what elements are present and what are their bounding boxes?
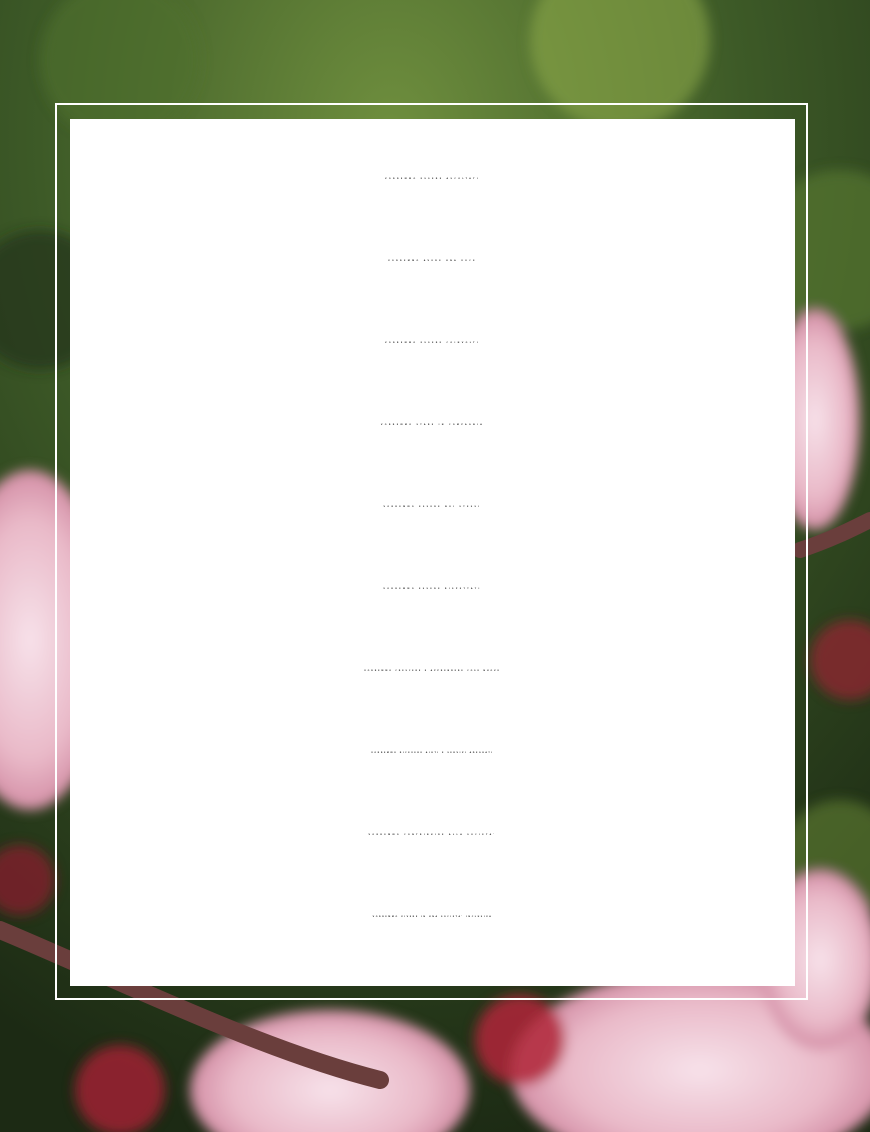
item-subtitle <box>70 932 795 950</box>
list-item <box>70 822 795 904</box>
item-heading: VORREMMO STARE IN COMPAGNIA <box>380 424 485 426</box>
item-heading: VORREMMO ESSERE COINVOLTI <box>384 342 480 344</box>
item-subtitle <box>70 440 795 458</box>
wishes-list <box>70 166 795 986</box>
item-heading: VORREMMO ESSERE RISPETTATI <box>383 588 482 590</box>
list-item <box>70 740 795 822</box>
list-item <box>70 576 795 658</box>
list-item <box>70 248 795 330</box>
item-heading: VORREMMO ESSERE ASCOLTATI <box>385 178 480 180</box>
content-card <box>70 119 795 986</box>
item-subtitle <box>70 686 795 704</box>
list-item <box>70 166 795 248</box>
item-heading: VORREMMO AVERE UNA VOCE <box>388 260 477 262</box>
list-item <box>70 494 795 576</box>
item-heading: VORREMMO CRESCERE E APPRENDERE COSE NUOVE <box>364 670 501 672</box>
item-subtitle <box>70 604 795 622</box>
item-heading: VORREMMO ESSERE NOI STESSI <box>383 506 482 508</box>
item-subtitle <box>70 358 795 376</box>
item-subtitle <box>70 850 795 868</box>
item-heading: VORREMMO CONTRIBUIRE ALLA SOCIETA’ <box>368 834 497 836</box>
list-item <box>70 658 795 740</box>
item-heading: VORREMMO VIVERE IN UNA SOCIETA’ INCLUSIVA <box>372 916 493 918</box>
item-heading: VORREMMO RICEVERE AIUTI E SERVIZI ADEGUATI <box>371 752 494 754</box>
item-subtitle <box>70 522 795 540</box>
list-item <box>70 904 795 986</box>
item-subtitle <box>70 194 795 212</box>
list-item <box>70 412 795 494</box>
item-subtitle <box>70 276 795 294</box>
item-subtitle <box>70 768 795 786</box>
list-item <box>70 330 795 412</box>
